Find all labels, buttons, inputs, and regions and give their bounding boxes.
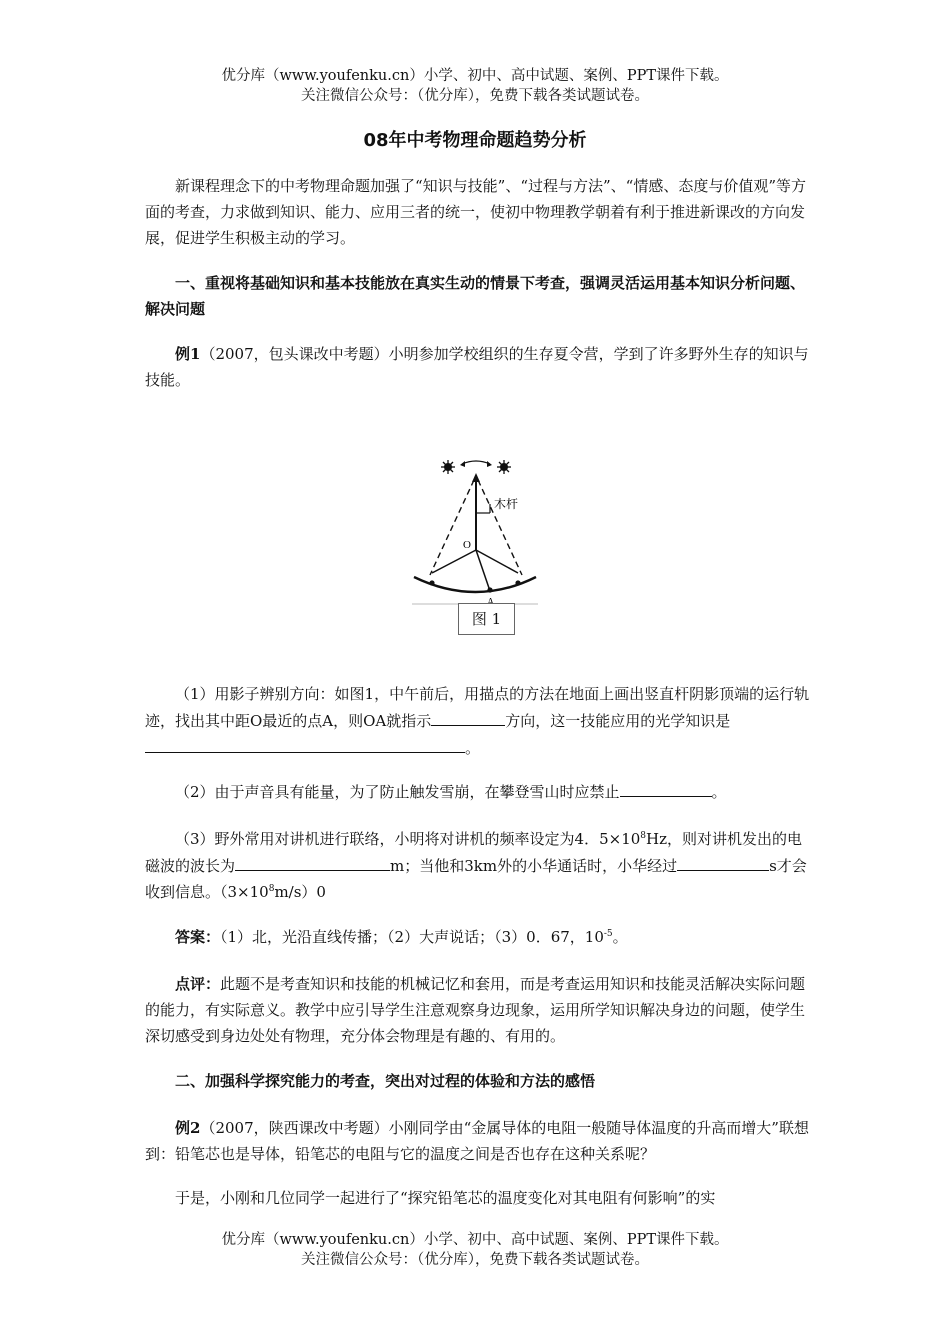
- example-1-text: （2007，包头课改中考题）小明参加学校组织的生存夏令营，学到了许多野外生存的知识与技能。: [145, 345, 809, 389]
- answer-text: （1）北，光沿直线传播；（2）大声说话；（3）0．67，10: [220, 928, 604, 946]
- question-3-text-d: s才会收到信息。（3×10: [145, 857, 807, 901]
- question-1-text-c: 。: [465, 739, 481, 757]
- sun-path-arrow: [462, 461, 490, 464]
- answer-end: 。: [612, 928, 628, 946]
- frequency-exponent: 8: [640, 831, 647, 841]
- blank-5[interactable]: [677, 852, 769, 871]
- blank-4[interactable]: [235, 852, 390, 871]
- example-1-label: 例1: [175, 345, 201, 363]
- light-ray-right: [478, 480, 522, 575]
- question-2-text-b: 。: [711, 783, 727, 801]
- point-o-label: O: [463, 539, 471, 551]
- question-3-text-e: m/s）0: [274, 883, 326, 901]
- question-3-text-a: （3）野外常用对讲机进行联络，小明将对讲机的频率设定为4．5×10: [175, 830, 641, 848]
- example-2-text: （2007，陕西课改中考题）小刚同学由“金属导体的电阻一般随导体温度的升高而增大”联想到：铅笔芯也是导体，铅笔芯的电阻与它的温度之间是否也存在这种关系呢？: [145, 1119, 809, 1163]
- page-footer: [0, 1230, 950, 1270]
- question-1-text-b: 方向，这一技能应用的光学知识是: [505, 712, 731, 730]
- answer-label: 答案：: [175, 928, 221, 946]
- comment: [145, 971, 810, 1049]
- sun-icon-left: [441, 460, 455, 474]
- blank-2[interactable]: [145, 734, 465, 753]
- page-title: 08年中考物理命题趋势分析: [363, 130, 587, 151]
- question-1: [145, 681, 810, 761]
- light-ray-left: [430, 480, 474, 575]
- figure-caption: 图 1: [458, 603, 515, 635]
- example-2: [145, 1115, 810, 1167]
- answer: [145, 924, 810, 950]
- footer-line-2: 关注微信公众号：（优分库），免费下载各类试题试卷。: [301, 1252, 649, 1268]
- question-2-text-a: （2）由于声音具有能量，为了防止触发雪崩，在攀登雪山时应禁止: [175, 783, 620, 801]
- section-heading-1: 一、重视将基础知识和基本技能放在真实生动的情景下考查，强调灵活运用基本知识分析问题、解决问题: [145, 274, 806, 318]
- comment-label: 点评：: [175, 975, 221, 993]
- footer-line-1: 优分库（www.youfenku.cn）小学、初中、高中试题、案例、PPT课件下载。: [221, 1232, 729, 1248]
- last-paragraph: 于是，小刚和几位同学一起进行了“探究铅笔芯的温度变化对其电阻有何影响”的实: [175, 1189, 716, 1207]
- rod-label: 木杆: [494, 497, 519, 511]
- header-line-2: 关注微信公众号：（优分库），免费下载各类试题试卷。: [301, 88, 649, 104]
- page-header: [0, 66, 950, 106]
- section-heading-2: 二、加强科学探究能力的考查，突出对过程的体验和方法的感悟: [175, 1072, 596, 1090]
- question-3: [145, 826, 810, 905]
- question-3-text-b: Hz，则对讲机发出的电磁波的波长为: [145, 830, 803, 875]
- speed-exponent: 8: [268, 884, 275, 894]
- question-1-text-a: （1）用影子辨别方向：如图1，中午前后，用描点的方法在地面上画出竖直杆阴影顶端的运行轨迹，找出其中距O最近的点A，则OA就指示: [145, 685, 810, 730]
- example-1: [145, 341, 810, 393]
- intro-paragraph: 新课程理念下的中考物理命题加强了“知识与技能”、“过程与方法”、“情感、态度与价值观”等方面的考查，力求做到知识、能力、应用三者的统一，使初中物理教学朝着有利于推进新课改的方向发展，促进学生积极主动的学习。: [145, 177, 807, 247]
- header-line-1: 优分库（www.youfenku.cn）小学、初中、高中试题、案例、PPT课件下载。: [221, 68, 729, 84]
- blank-1[interactable]: [431, 707, 505, 726]
- example-2-label: 例2: [175, 1119, 201, 1137]
- answer-exponent: -5: [603, 929, 613, 939]
- blank-3[interactable]: [620, 778, 712, 797]
- question-3-text-c: m；当他和3km外的小华通话时，小华经过: [390, 857, 678, 875]
- sun-icon-right: [497, 460, 511, 474]
- comment-text: 此题不是考查知识和技能的机械记忆和套用，而是考查运用知识和技能灵活解决实际问题的能力，有实际意义。教学中应引导学生注意观察身边现象，运用所学知识解决身边的问题，使学生深切感受到身边处处有物理，充分体会物理是有趣的、有用的。: [145, 975, 806, 1045]
- question-2: [145, 778, 810, 805]
